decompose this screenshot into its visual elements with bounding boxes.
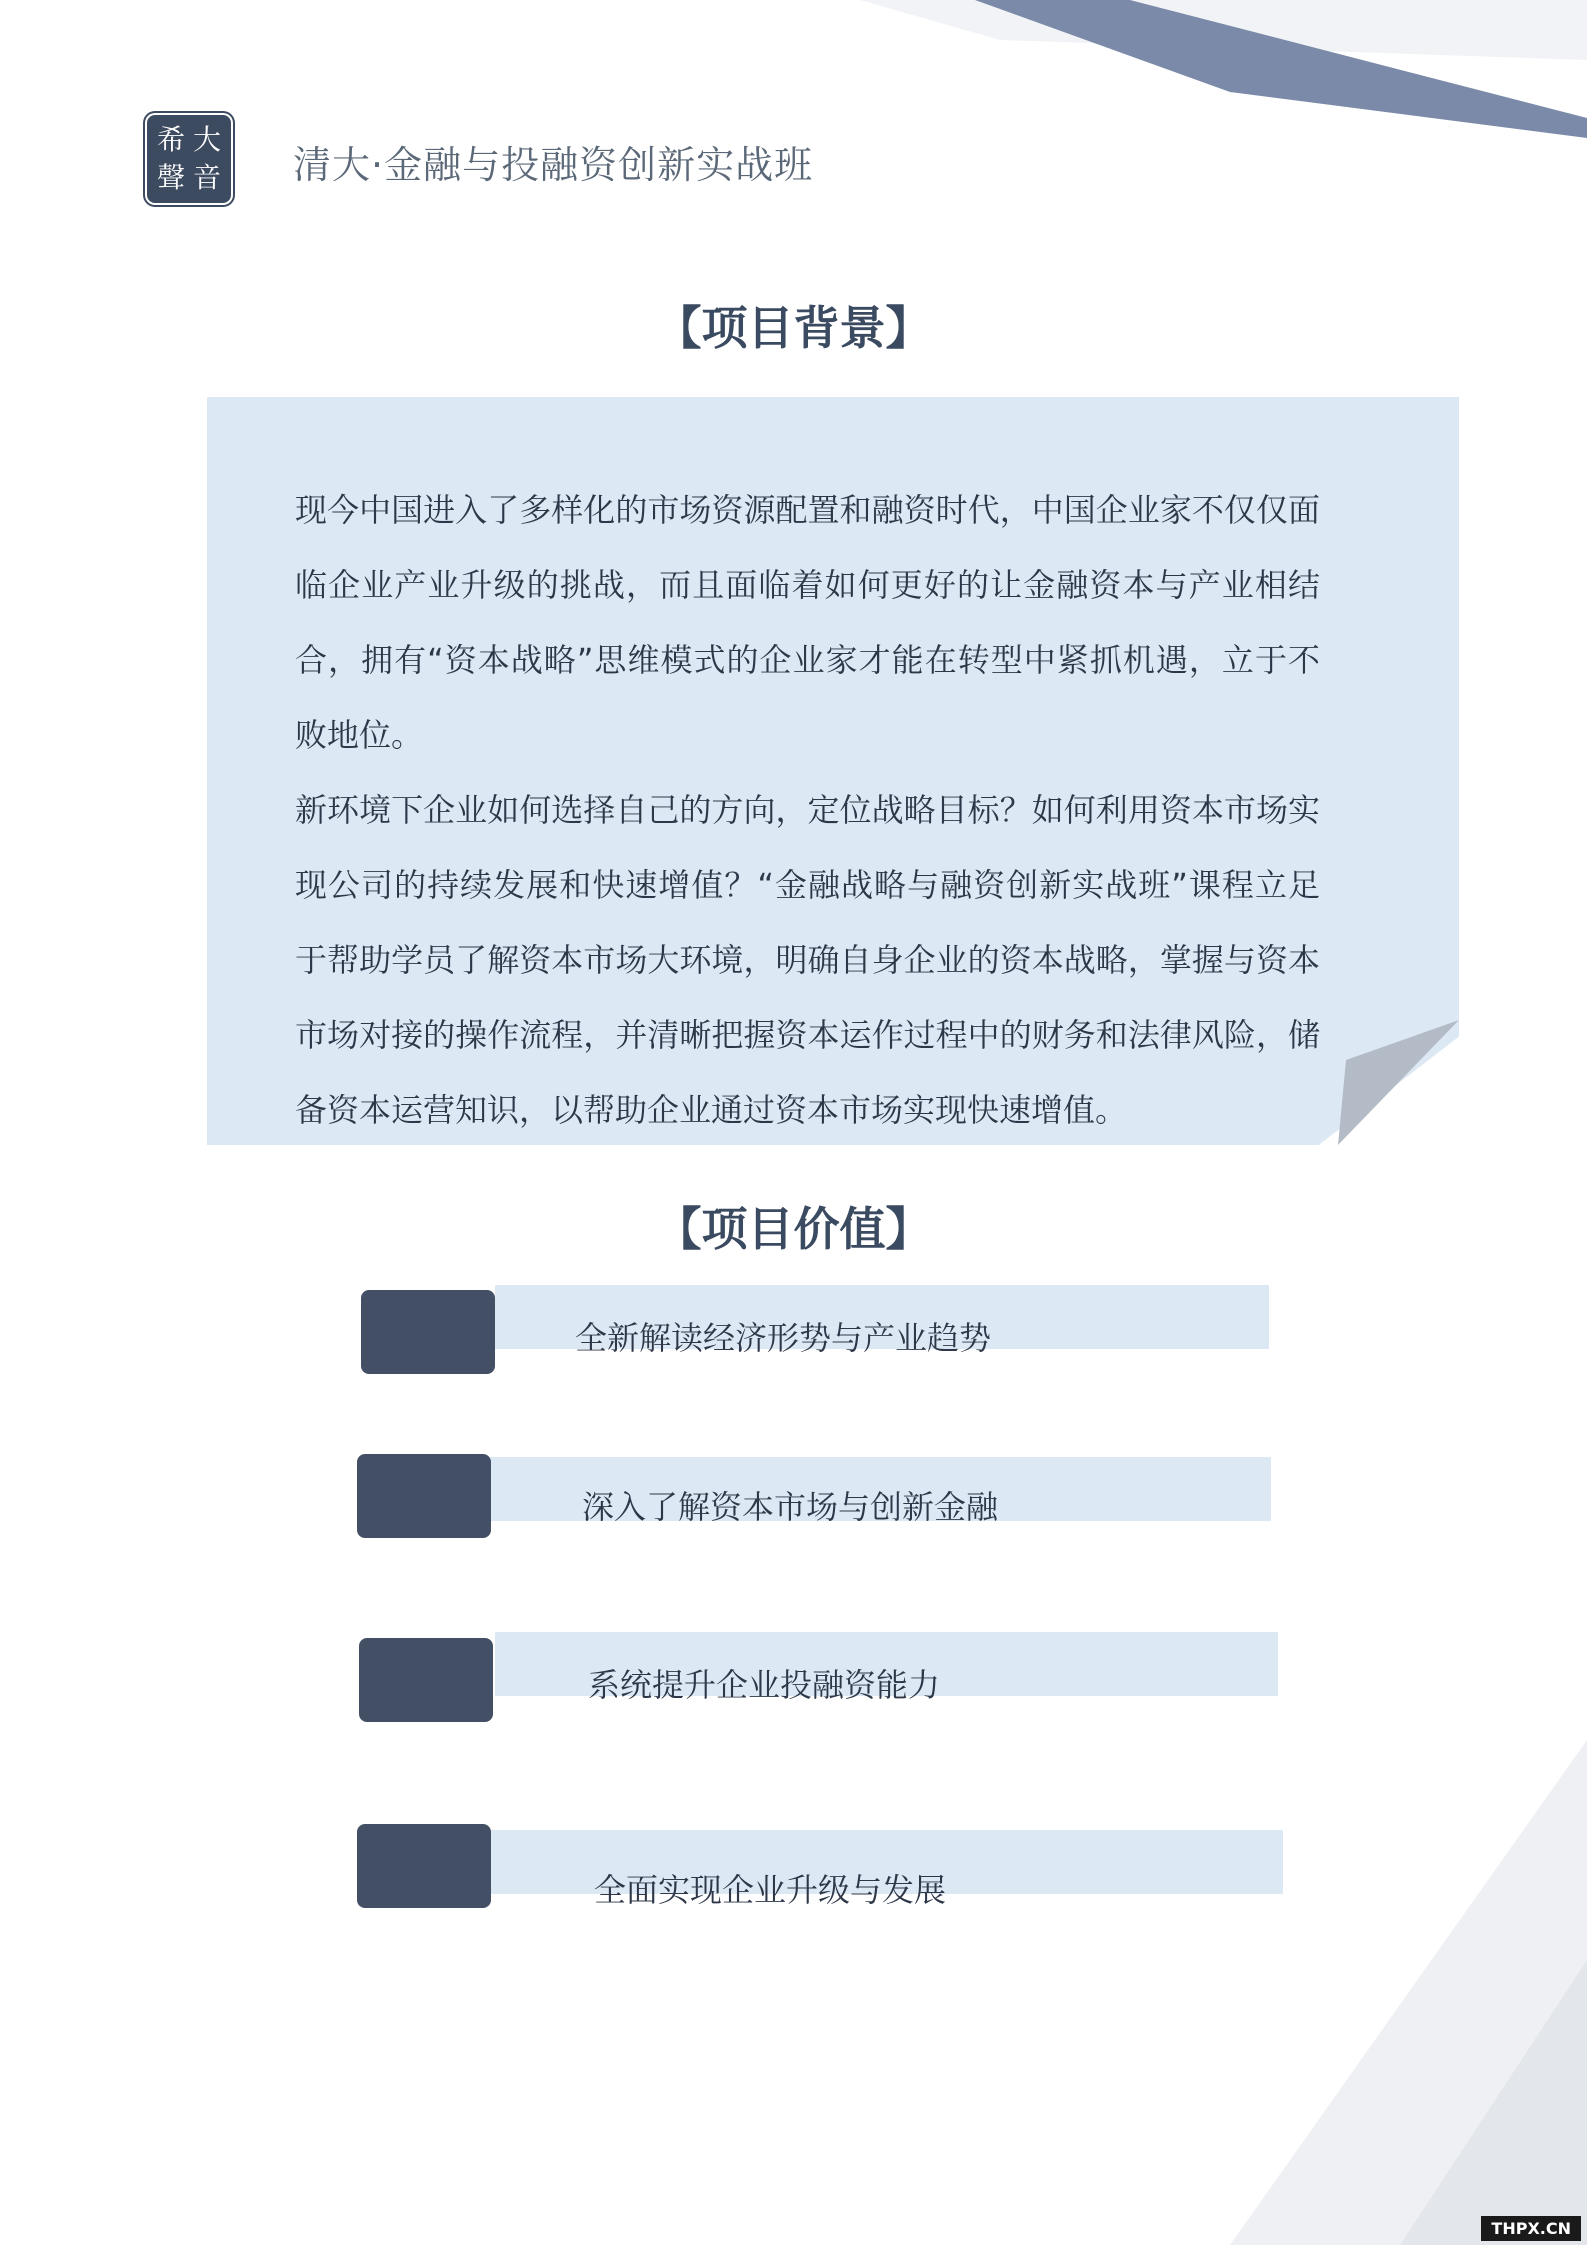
value-item-marker	[357, 1824, 491, 1908]
value-item-marker	[357, 1454, 491, 1538]
value-item-marker	[361, 1290, 495, 1374]
value-item-label: 深入了解资本市场与创新金融	[582, 1488, 999, 1526]
background-section-title: 【项目背景】	[655, 301, 932, 355]
logo-char: 大	[192, 123, 221, 156]
logo-char: 希	[156, 123, 185, 156]
value-item-marker	[359, 1638, 493, 1722]
school-logo	[147, 115, 231, 203]
background-paragraph: 新环境下企业如何选择自己的方向，定位战略目标？如何利用资本市场实现公司的持续发展和快速增值？“金融战略与融资创新实战班”课程立足于帮助学员了解资本市场大环境，明确自身企业的资本战略，掌握与资本市场对接的操作流程，并清晰把握资本运作过程中的财务和法律风险，储备资本运营知识，以帮助企业通过资本市场实现快速增值。	[295, 791, 1320, 1129]
program-title: 清大·金融与投融资创新实战班	[293, 143, 814, 187]
background-body	[295, 473, 1320, 1148]
value-item-label: 全面实现企业升级与发展	[594, 1871, 947, 1909]
value-section-title: 【项目价值】	[655, 1202, 932, 1256]
page-curl-decoration	[1338, 1020, 1463, 1146]
value-item-label: 系统提升企业投融资能力	[588, 1666, 941, 1704]
background-paragraph: 现今中国进入了多样化的市场资源配置和融资时代，中国企业家不仅仅面临企业产业升级的挑战，而且面临着如何更好的让金融资本与产业相结合，拥有“资本战略”思维模式的企业家才能在转型中紧抓机遇，立于不败地位。	[295, 491, 1320, 754]
value-item-label: 全新解读经济形势与产业趋势	[575, 1319, 992, 1357]
logo-char: 聲	[156, 161, 185, 194]
site-watermark: THPX.CN	[1481, 2216, 1581, 2241]
logo-char: 音	[192, 161, 221, 194]
